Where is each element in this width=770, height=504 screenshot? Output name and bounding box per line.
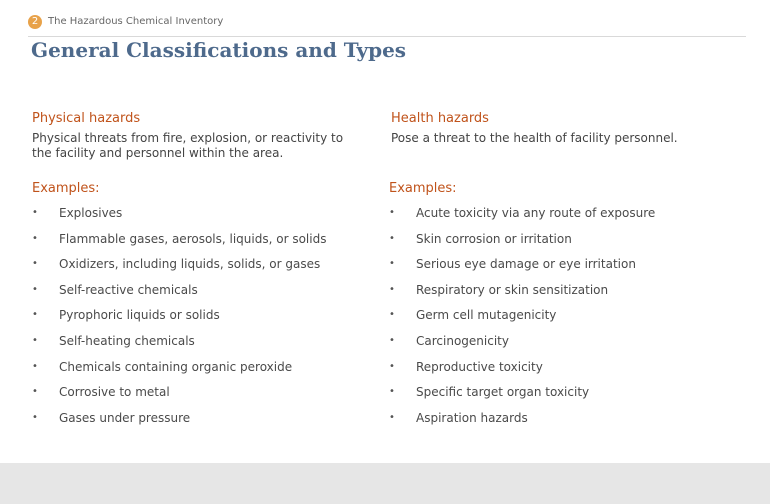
list-item-text: Chemicals containing organic peroxide: [59, 359, 293, 374]
list-item: [32, 281, 326, 307]
page-title: General Classifications and Types: [31, 38, 407, 62]
list-item: [389, 306, 655, 332]
health-examples-label: Examples:: [389, 181, 457, 196]
physical-examples-list: [32, 204, 326, 434]
list-item-text: Specific target organ toxicity: [416, 385, 590, 400]
list-item: [32, 332, 326, 358]
list-item: [389, 230, 655, 256]
bullet-icon: •: [32, 360, 38, 372]
list-item-text: Explosives: [59, 206, 123, 220]
list-item: [32, 306, 326, 332]
list-item: [389, 332, 655, 358]
bullet-icon: •: [389, 258, 395, 270]
bullet-icon: •: [32, 258, 38, 270]
list-item: [32, 358, 326, 384]
physical-examples-label: Examples:: [32, 181, 100, 196]
physical-hazards-section: [32, 111, 352, 165]
list-item: [389, 409, 655, 435]
list-item: [32, 409, 326, 435]
bullet-icon: •: [389, 411, 395, 423]
list-item: [32, 383, 326, 409]
list-item-text: Germ cell mutagenicity: [416, 308, 557, 323]
list-item-text: Oxidizers, including liquids, solids, or gases: [59, 257, 321, 272]
footer-band: [0, 463, 770, 504]
list-item-text: Self-reactive chemicals: [59, 282, 198, 297]
bullet-icon: •: [32, 334, 38, 346]
list-item: [389, 204, 655, 230]
list-item-text: Carcinogenicity: [416, 333, 509, 348]
list-item-text: Skin corrosion or irritation: [416, 231, 572, 246]
list-item-text: Flammable gases, aerosols, liquids, or solids: [59, 231, 327, 246]
step-number-badge: 2: [28, 15, 42, 29]
list-item-text: Reproductive toxicity: [416, 359, 543, 374]
health-hazards-section: [391, 111, 711, 165]
list-item-text: Pyrophoric liquids or solids: [59, 308, 220, 323]
list-item: [32, 230, 326, 256]
list-item: [389, 255, 655, 281]
bullet-icon: •: [389, 360, 395, 372]
health-hazards-description: Pose a threat to the health of facility personnel.: [391, 131, 678, 145]
list-item-text: Gases under pressure: [59, 410, 191, 425]
health-hazards-heading: Health hazards: [391, 111, 489, 126]
breadcrumb-bar: [28, 14, 746, 37]
list-item: [389, 383, 655, 409]
list-item-text: Corrosive to metal: [59, 385, 170, 400]
bullet-icon: •: [389, 283, 395, 295]
bullet-icon: •: [389, 207, 395, 218]
list-item: [389, 281, 655, 307]
bullet-icon: •: [32, 411, 38, 423]
bullet-icon: •: [32, 283, 38, 295]
bullet-icon: •: [389, 334, 395, 346]
list-item: [32, 255, 326, 281]
physical-hazards-heading: Physical hazards: [32, 111, 141, 126]
list-item: [389, 358, 655, 384]
bullet-icon: •: [389, 232, 395, 244]
list-item-text: Aspiration hazards: [416, 410, 528, 425]
list-item-text: Serious eye damage or eye irritation: [416, 257, 636, 272]
list-item: [32, 204, 326, 230]
bullet-icon: •: [32, 386, 38, 398]
bullet-icon: •: [32, 309, 38, 321]
list-item-text: Respiratory or skin sensitization: [416, 282, 609, 297]
health-examples-list: [389, 204, 655, 434]
bullet-icon: •: [389, 309, 395, 321]
bullet-icon: •: [32, 232, 38, 244]
bullet-icon: •: [32, 207, 38, 218]
physical-hazards-description: Physical threats from fire, explosion, or reactivity to the facility and personnel within the area.: [32, 131, 344, 160]
bullet-icon: •: [389, 386, 395, 398]
list-item-text: Acute toxicity via any route of exposure: [416, 206, 656, 220]
list-item-text: Self-heating chemicals: [59, 333, 195, 348]
module-title: The Hazardous Chemical Inventory: [48, 16, 224, 27]
